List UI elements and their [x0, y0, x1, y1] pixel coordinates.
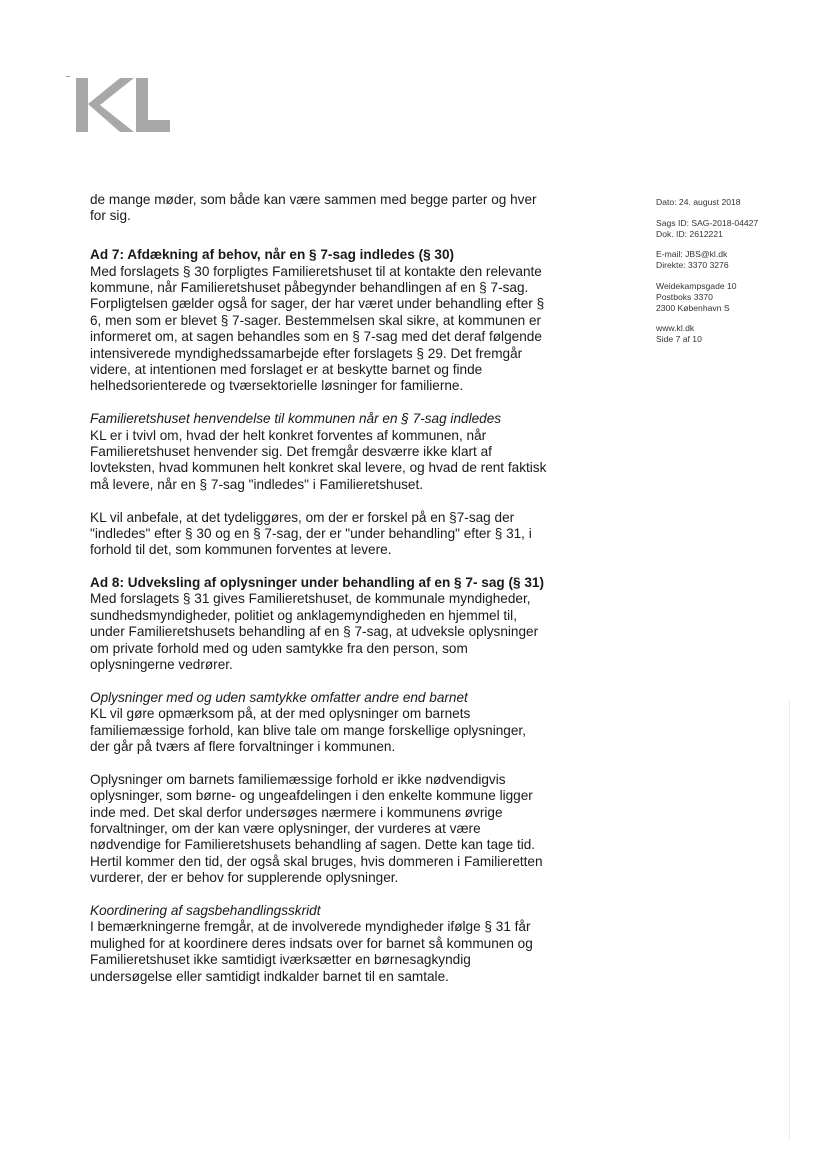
subheading-2: Oplysninger med og uden samtykke omfatter andre end barnet — [90, 689, 468, 705]
meta-date: Dato: 24. august 2018 — [656, 197, 741, 207]
meta-address-street: Weidekampsgade 10 — [656, 280, 737, 291]
meta-case-id: Sags ID: SAG-2018-04427 — [656, 217, 759, 228]
paragraph-8: I bemærkningerne fremgår, at de involverede myndigheder ifølge § 31 får mulighed for at koordinere deres indsats over for barnet så kommunen og Familieretshuset ikke samtidigt iværksætter en børnesagkyndig undersøgelse eller samtidigt indkalder barnet til en samtale. — [90, 919, 533, 984]
paragraph-3: KL er i tvivl om, hvad der helt konkret forventes af kommunen, når Familieretshuset henvender sig. Det fremgår desværre ikke klart af lovteksten, hvad kommunen helt konkret skal levere, og hvad de rent faktisk må levere, når en § 7-sag "indledes" i Familieretshuset. — [90, 427, 547, 492]
paragraph-6: KL vil gøre opmærksom på, at der med oplysninger om barnets familiemæssige forhold, kan blive tale om mange forskellige oplysninger, der går på tværs af flere forvaltninger i kommunen. — [90, 706, 526, 754]
paragraph-4: KL vil anbefale, at det tydeliggøres, om der er forskel på en §7-sag der "indledes" efter § 30 og en § 7-sag, der er "under behandling" efter § 31, i forhold til det, som kommunen forventes at levere. — [90, 509, 532, 558]
paragraph-5: Med forslagets § 31 gives Familieretshuset, de kommunale myndigheder, sundhedsmyndigheder, politiet og anklagemyndigheden en hjemmel til, under Familieretshusets behandling af en § 7-sag, at udveksle oplysninger om private forhold med og uden samtykke fra den person, som oplysningerne vedrører. — [90, 591, 539, 672]
meta-address-city: 2300 København S — [656, 302, 730, 313]
paragraph-1: de mange møder, som både kan være sammen med begge parter og hver for sig. — [90, 192, 537, 224]
meta-page-number: Side 7 af 10 — [656, 334, 702, 345]
meta-email: E-mail: JBS@kl.dk — [656, 249, 728, 260]
scan-artifact-line — [789, 700, 790, 1140]
heading-ad-8: Ad 8: Udveksling af oplysninger under behandling af en § 7- sag (§ 31) — [90, 574, 544, 590]
heading-ad-7: Ad 7: Afdækning af behov, når en § 7-sag indledes (§ 30) — [90, 247, 455, 263]
paragraph-7: Oplysninger om barnets familiemæssige forhold er ikke nødvendigvis oplysninger, som børne- og ungeafdelingen i den enkelte kommune ligger inde med. Det skal derfor undersøges nærmere i kommunens øvrige forvaltninger, om der kan være oplysninger, der vurderes at være nødvendige for Familieretshusets behandling af sagen. Dette kan tage tid. Hertil kommer den tid, der også skal bruges, hvis dommeren i Familieretten vurderer, der er behov for supplerende oplysninger. — [90, 771, 543, 886]
letter-body — [90, 192, 548, 985]
kl-logo — [62, 74, 172, 134]
subheading-3: Koordinering af sagsbehandlingsskridt — [90, 902, 321, 918]
document-meta-sidebar — [656, 197, 806, 355]
paragraph-2: Med forslagets § 30 forpligtes Familieretshuset til at kontakte den relevante kommune, når Familieretshuset påbegynder behandlingen af en § 7-sag. Forpligtelsen gælder også for sager, der har været under behandling efter § 6, men som er blevet § 7-sager. Bestemmelsen skal sikre, at kommunen er informeret om, at sagen behandles som en § 7-sag med det deraf følgende intensiverede myndighedssamarbejde efter forslagets § 29. Det fremgår videre, at intentionen med forslaget er at beskytte barnet og finde helhedsorienterede og tværsektorielle løsninger for familierne. — [90, 263, 545, 394]
meta-direct-phone: Direkte: 3370 3276 — [656, 260, 729, 271]
meta-website: www.kl.dk — [656, 323, 695, 334]
subheading-1: Familieretshuset henvendelse til kommunen når en § 7-sag indledes — [90, 411, 502, 427]
meta-address-pobox: Postboks 3370 — [656, 291, 713, 302]
meta-doc-id: Dok. ID: 2612221 — [656, 228, 723, 239]
